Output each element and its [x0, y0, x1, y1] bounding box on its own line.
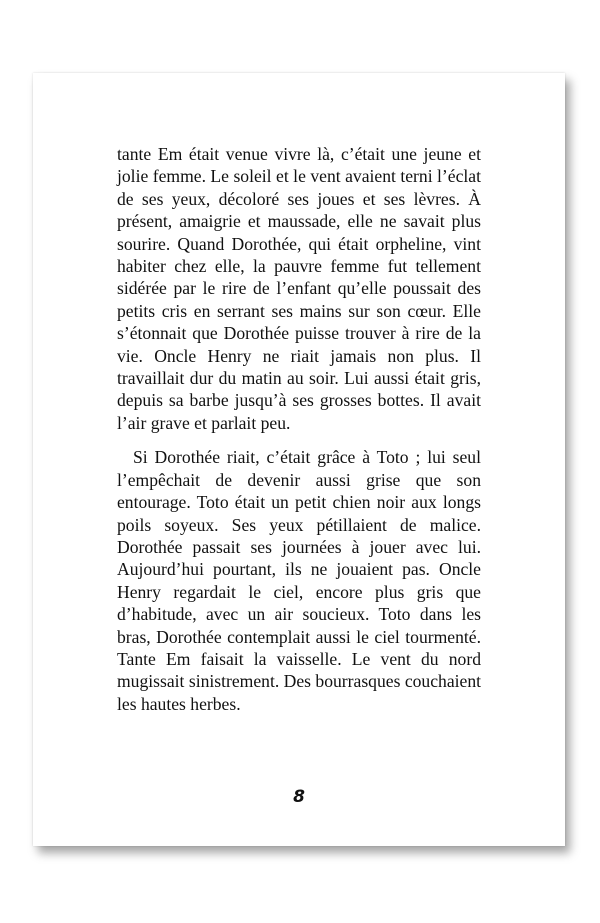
- page-number: 8: [293, 787, 305, 807]
- paragraph: Si Dorothée riait, c’était grâce à Toto ; lui seul l’empêchait de devenir aussi grise que son entourage. Toto était un petit chien noir aux longs poils soyeux. Ses yeux pétillaient de malice. Dorothée passait ses journées à jouer avec lui. Aujourd’hui pourtant, ils ne jouaient pas. Oncle Henry regardait le ciel, encore plus gris que d’habitude, avec un air soucieux. Toto dans les bras, Dorothée contemplait aussi le ciel tourmenté. Tante Em faisait la vaisselle. Le vent du nord mugissait sinistrement. Des bourrasques couchaient les hautes herbes.: [117, 447, 482, 714]
- paragraph: tante Em était venue vivre là, c’était une jeune et jolie femme. Le soleil et le vent avaient terni l’éclat de ses yeux, décoloré ses joues et ses lèvres. À présent, amaigrie et maussade, elle ne savait plus sourire. Quand Dorothée, qui était orpheline, vint habiter chez elle, la pauvre femme fut tellement sidérée par le rire de l’enfant qu’elle poussait des petits cris en serrant ses mains sur son cœur. Elle s’étonnait que Dorothée puisse trouver à rire de la vie. Oncle Henry ne riait jamais non plus. Il travaillait dur du matin au soir. Lui aussi était gris, depuis sa barbe jusqu’à ses grosses bottes. Il avait l’air grave et parlait peu.: [117, 144, 481, 433]
- book-page: [33, 73, 565, 846]
- body-text: [117, 143, 481, 715]
